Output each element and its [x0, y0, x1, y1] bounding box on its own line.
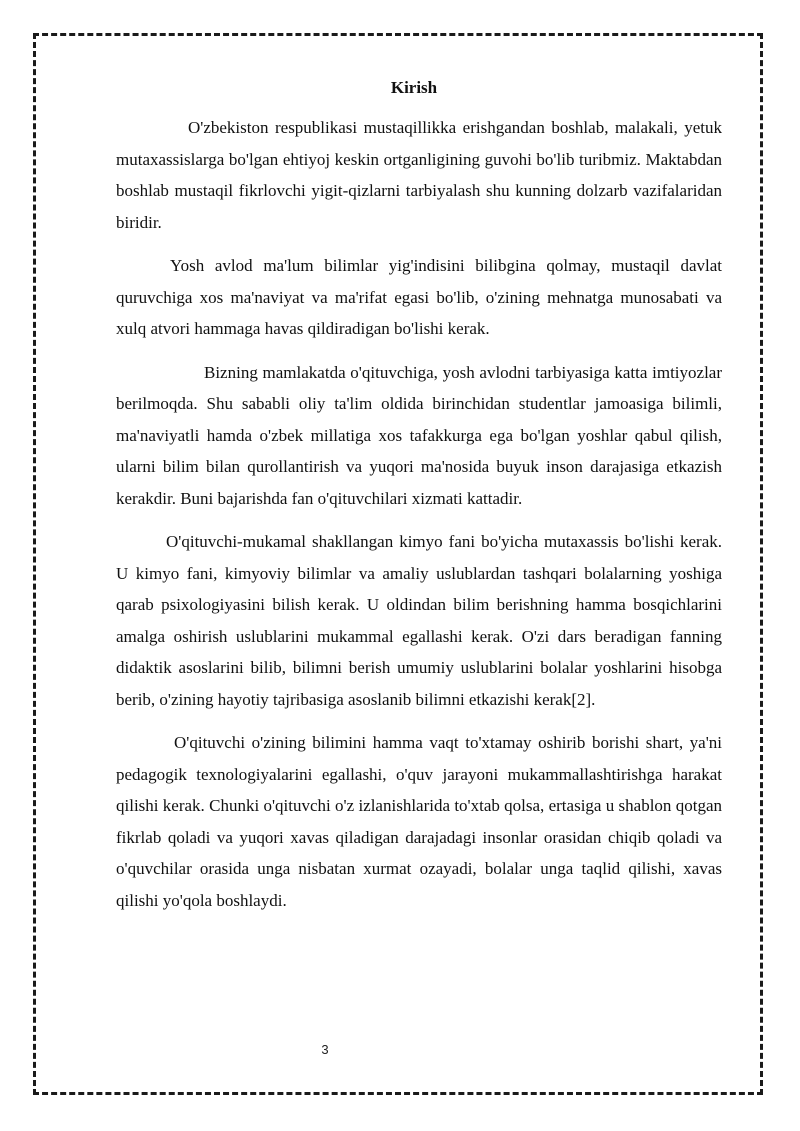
page-number: 3 — [321, 1042, 329, 1057]
paragraph-4: O'qituvchi-mukamal shakllangan kimyo fani bo'yicha mutaxassis bo'lishi kerak. U kimyo fani, kimyoviy bilimlar va amaliy uslublardan tashqari bolalarning yoshiga qarab psixologiyasini bilish kerak. U oldindan bilim berishning hamma bosqichlarini amalga oshirish uslublarini mukammal egallashi kerak. O'zi dars beradigan fanning didaktik asoslarini bilib, bilimni berish umumiy uslublarini bolalar yoshlarini hisobga berib, o'zining hayotiy tajribasiga asoslanib bilimni etkazishi kerak[2]. — [116, 532, 722, 709]
paragraph-1: O'zbekiston respublikasi mustaqillikka erishgandan boshlab, malakali, yetuk mutaxassislarga bo'lgan ehtiyoj keskin ortganligining guvohi bo'lib turibmiz. Maktabdan boshlab mustaqil fikrlovchi yigit-qizlarni tarbiyalash shu kunning dolzarb vazifalaridan biridir. — [116, 118, 722, 232]
document-body — [116, 72, 722, 928]
paragraph-3: Bizning mamlakatda o'qituvchiga, yosh avlodni tarbiyasiga katta imtiyozlar berilmoqda. Shu sababli oliy ta'lim oldida birinchidan studentlar jamoasiga bilimli, ma'naviyatli hamda o'zbek millatiga xos tafakkurga ega bo'lgan yoshlar qabul qilish, ularni bilim bilan qurollantirish va yuqori ma'nosida buyuk inson darajasiga etkazish kerakdir. Buni bajarishda fan o'qituvchilari xizmati kattadir. — [116, 362, 722, 508]
paragraph-2: Yosh avlod ma'lum bilimlar yig'indisini bilibgina qolmay, mustaqil davlat quruvchiga xos ma'naviyat va ma'rifat egasi bo'lib, o'zining mehnatga munosabati va xulq atvori hammaga havas qildiradigan bo'lishi kerak. — [116, 256, 722, 338]
paragraph-5: O'qituvchi o'zining bilimini hamma vaqt to'xtamay oshirib borishi shart, ya'ni pedagogik texnologiyalarini egallashi, o'quv jarayoni mukammallashtirishga harakat qilishi kerak. Chunki o'qituvchi o'z izlanishlarida to'xtab qolsa, ertasiga u shablon qotgan fikrlab qoladi va yuqori xavas qiladigan darajadagi insonlar orasidan chiqib qoladi va o'quvchilar orasida unga nisbatan xurmat ozayadi, bolalar unga taqlid qilishi, xavas qilishi yo'qola boshlaydi. — [116, 733, 722, 910]
document-title: Kirish — [390, 78, 438, 97]
